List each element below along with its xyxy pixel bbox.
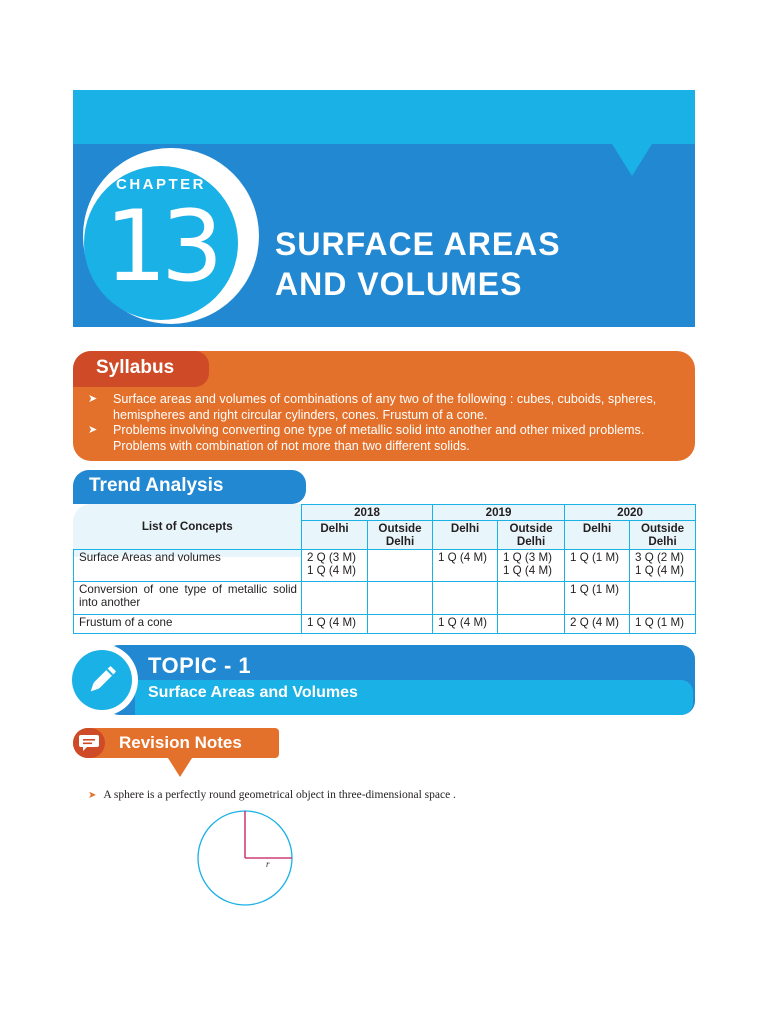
region-header: Delhi	[433, 521, 498, 550]
concepts-header: List of Concepts	[74, 505, 302, 550]
concept-cell: Surface Areas and volumes	[74, 550, 302, 582]
table-row	[74, 582, 696, 615]
chapter-label: CHAPTER	[115, 176, 206, 193]
syllabus-title: Syllabus	[96, 357, 175, 378]
marks-cell: 1 Q (4 M)	[433, 550, 498, 582]
year-header: 2019	[433, 505, 565, 521]
chapter-title	[275, 224, 561, 304]
region-header: Outside Delhi	[368, 521, 433, 550]
radius-label: r	[266, 859, 270, 869]
table-header-row	[74, 505, 696, 521]
marks-cell: 1 Q (4 M)	[302, 615, 368, 634]
arrow-bullet-icon: ➤	[88, 393, 98, 405]
syllabus-item	[88, 423, 692, 454]
chapter-title-line-2: AND VOLUMES	[275, 266, 523, 302]
marks-cell	[368, 615, 433, 634]
pencil-icon	[84, 662, 120, 698]
marks-cell	[498, 615, 565, 634]
region-header: Outside Delhi	[498, 521, 565, 550]
marks-cell: 2 Q (4 M)	[565, 615, 630, 634]
revision-notes-title: Revision Notes	[119, 733, 242, 752]
table-row	[74, 550, 696, 582]
syllabus-item-text: Surface areas and volumes of combinations of any two of the following : cubes, cuboids, spheres, hemispheres and right circular cylinders, cones. Frustum of a cone.	[113, 392, 657, 422]
speech-bubble-icon	[78, 733, 100, 753]
region-header: Outside Delhi	[630, 521, 696, 550]
region-header: Delhi	[565, 521, 630, 550]
concept-cell: Conversion of one type of metallic solid into another	[74, 582, 302, 615]
syllabus-list	[88, 392, 692, 454]
marks-cell	[433, 582, 498, 615]
chapter-header-notch	[612, 144, 652, 176]
marks-cell: 1 Q (4 M)	[433, 615, 498, 634]
syllabus-item-text: Problems involving converting one type of metallic solid into another and other mixed problems. Problems with combination of not more than two different solids.	[113, 423, 645, 453]
marks-cell: 1 Q (1 M)	[565, 550, 630, 582]
revision-note	[88, 789, 456, 801]
trend-analysis-title: Trend Analysis	[89, 475, 224, 496]
arrow-bullet-icon: ➤	[88, 790, 97, 801]
arrow-bullet-icon: ➤	[88, 424, 98, 436]
marks-cell: 1 Q (1 M)	[565, 582, 630, 615]
table-row	[74, 615, 696, 634]
marks-cell: 1 Q (1 M)	[630, 615, 696, 634]
year-header: 2018	[302, 505, 433, 521]
chapter-number: 13	[104, 190, 218, 304]
topic-subtitle: Surface Areas and Volumes	[148, 684, 358, 701]
marks-cell	[302, 582, 368, 615]
chapter-header-top-band	[73, 90, 695, 144]
trend-analysis-table	[73, 504, 696, 634]
sphere-figure	[190, 808, 300, 912]
concept-cell: Frustum of a cone	[74, 615, 302, 634]
topic-title: TOPIC - 1	[148, 653, 252, 678]
revision-note-text: A sphere is a perfectly round geometrical object in three-dimensional space .	[103, 789, 456, 801]
marks-cell: 1 Q (3 M) 1 Q (4 M)	[498, 550, 565, 582]
marks-cell	[498, 582, 565, 615]
marks-cell	[368, 550, 433, 582]
marks-cell: 2 Q (3 M) 1 Q (4 M)	[302, 550, 368, 582]
syllabus-item	[88, 392, 692, 423]
marks-cell: 3 Q (2 M) 1 Q (4 M)	[630, 550, 696, 582]
region-header: Delhi	[302, 521, 368, 550]
year-header: 2020	[565, 505, 696, 521]
chapter-title-line-1: SURFACE AREAS	[275, 226, 561, 262]
marks-cell	[368, 582, 433, 615]
revision-notes-pointer	[168, 758, 192, 777]
marks-cell	[630, 582, 696, 615]
